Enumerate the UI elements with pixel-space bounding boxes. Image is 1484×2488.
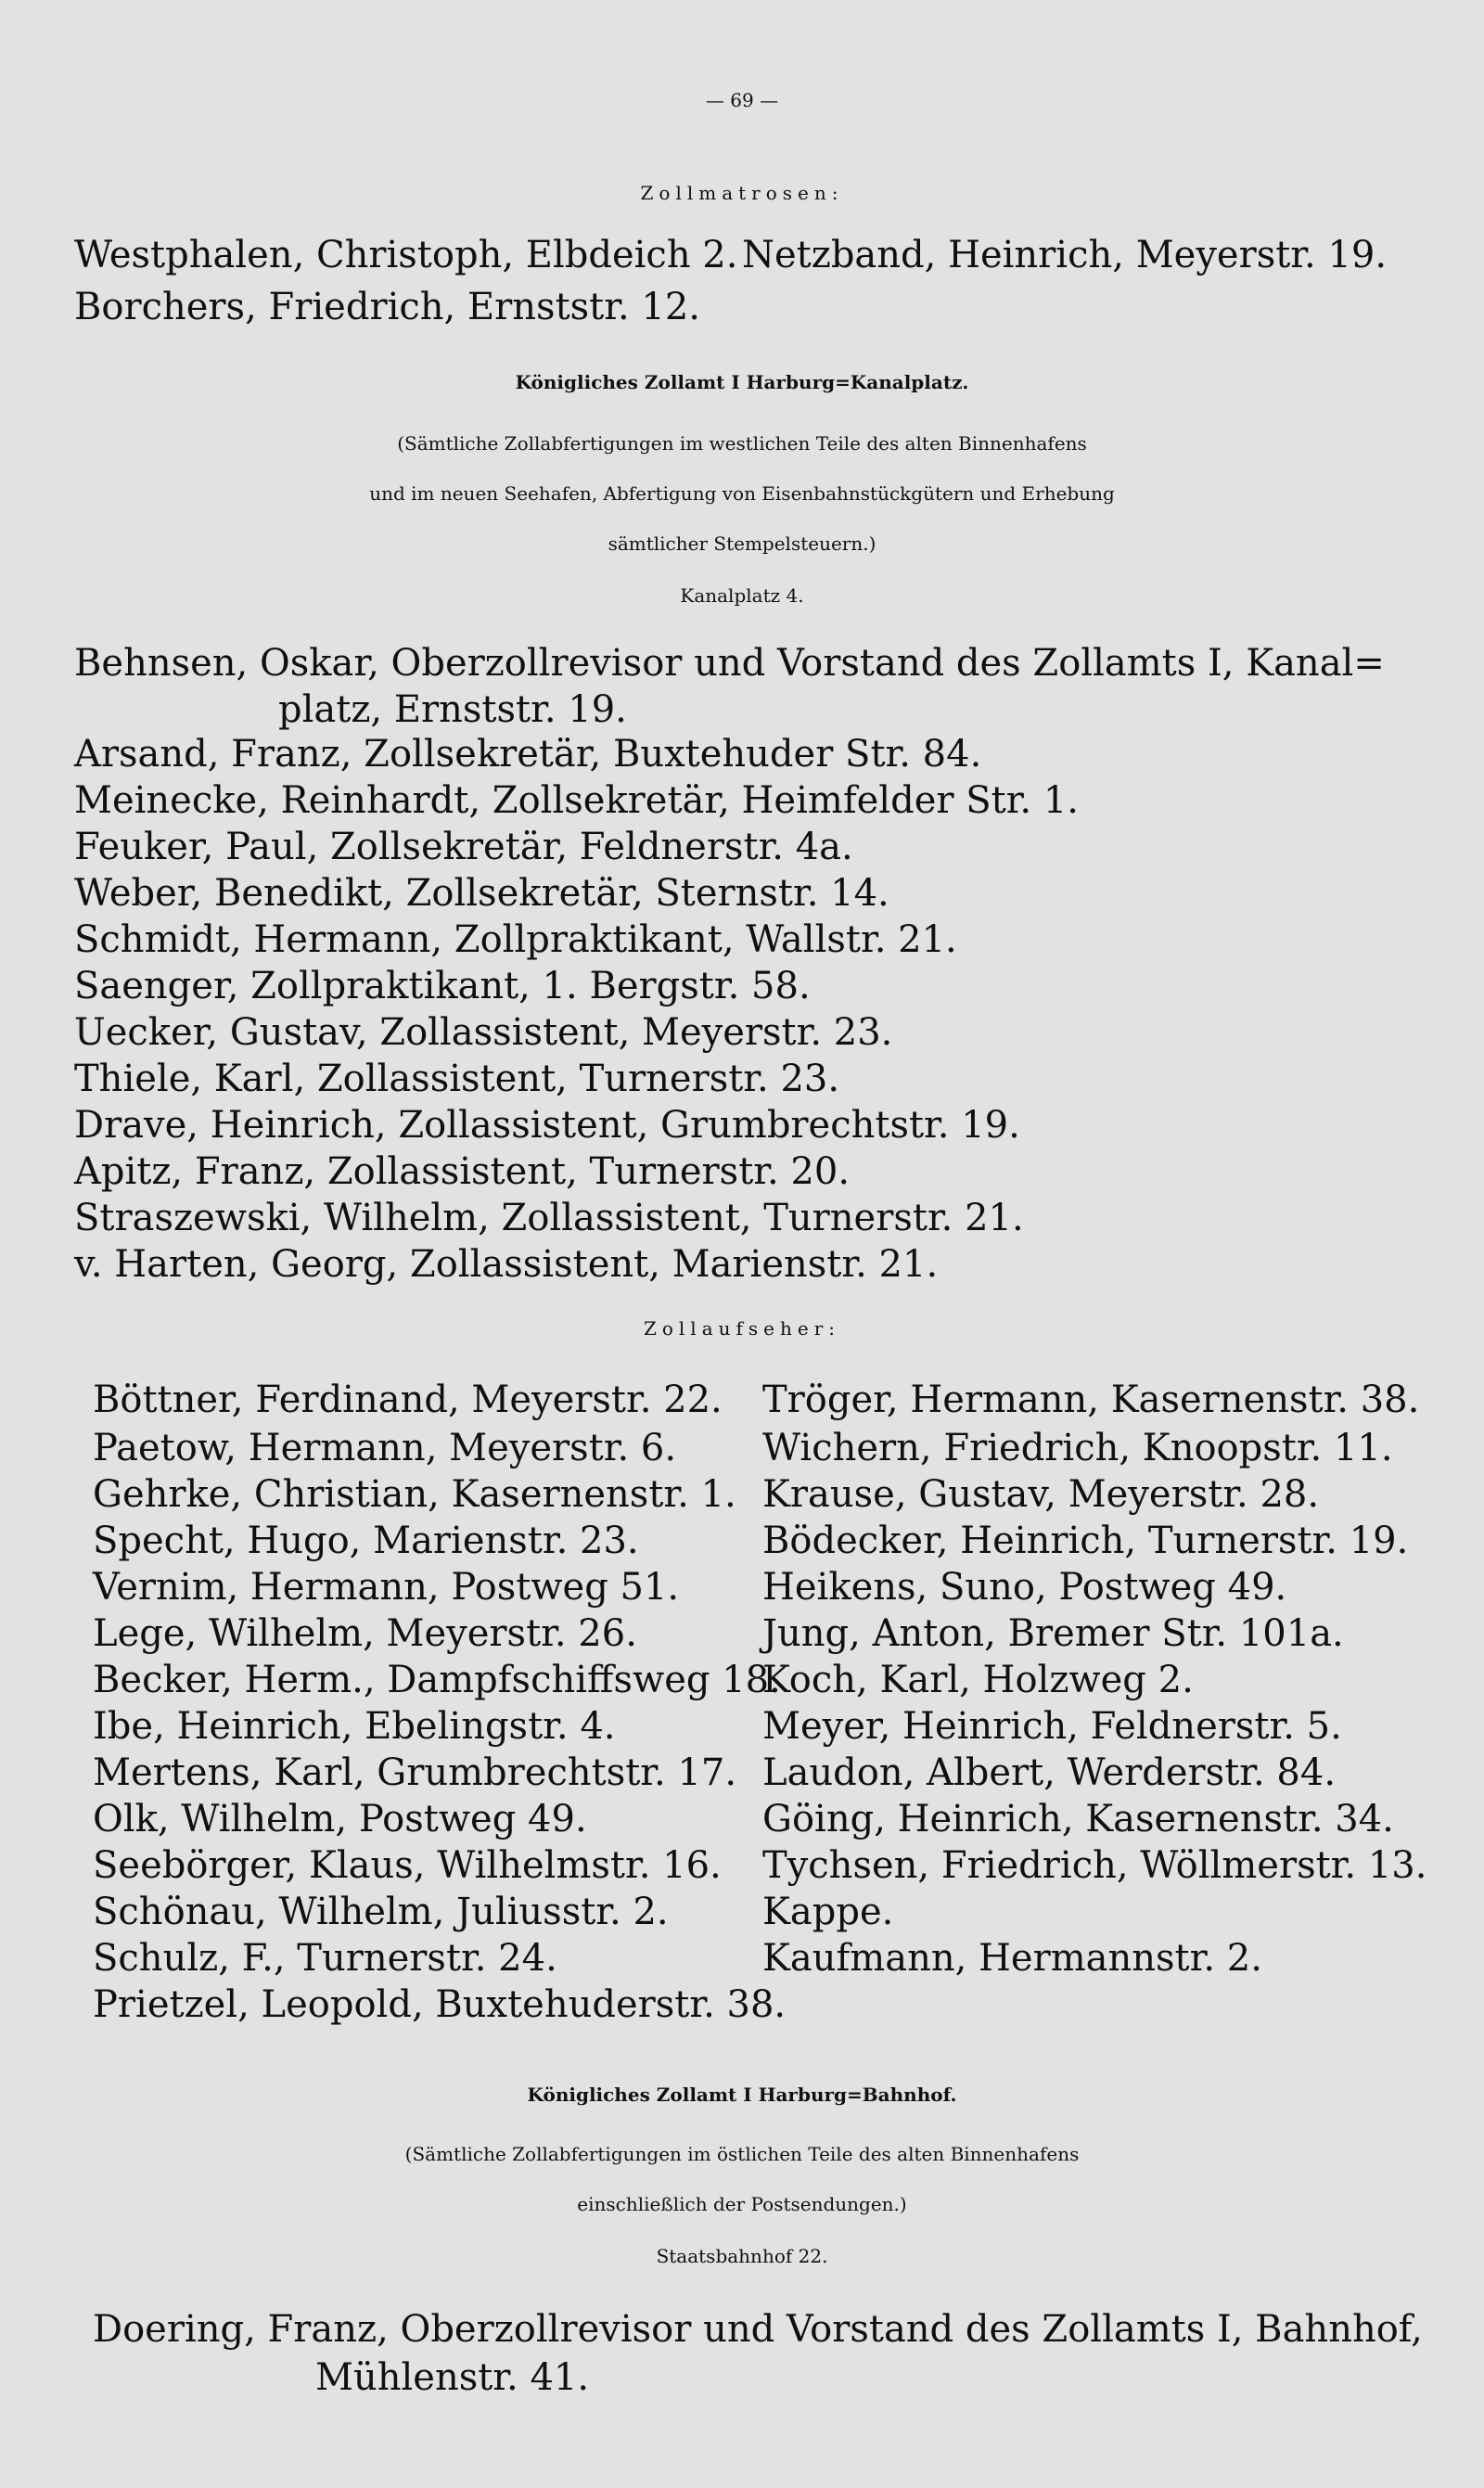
staff-entry: Straszewski, Wilhelm, Zollassistent, Turnerstr. 21. <box>74 1197 1024 1239</box>
office-location: Staatsbahnhof 22. <box>656 2245 828 2267</box>
staff-entry: v. Harten, Georg, Zollassistent, Marienstr. 21. <box>74 1243 939 1286</box>
staff-entry: Mühlenstr. 41. <box>315 2356 590 2399</box>
staff-entry: Meinecke, Reinhardt, Zollsekretär, Heimfelder Str. 1. <box>74 779 1080 822</box>
list-item: Tychsen, Friedrich, Wöllmerstr. 13. <box>762 1844 1427 1887</box>
staff-entry: Thiele, Karl, Zollassistent, Turnerstr. 23. <box>74 1058 840 1100</box>
staff-entry: Apitz, Franz, Zollassistent, Turnerstr. 20. <box>74 1150 851 1193</box>
office-description: und im neuen Seehafen, Abfertigung von Eisenbahnstückgütern und Erhebung <box>369 482 1115 505</box>
list-item: Krause, Gustav, Meyerstr. 28. <box>762 1473 1320 1516</box>
page-number: — 69 — <box>705 89 779 111</box>
list-item: Schulz, F., Turnerstr. 24. <box>93 1937 557 1980</box>
staff-entry: Weber, Benedikt, Zollsekretär, Sternstr. 14. <box>74 872 889 915</box>
list-item: Gehrke, Christian, Kasernenstr. 1. <box>93 1473 736 1516</box>
list-item: Bödecker, Heinrich, Turnerstr. 19. <box>762 1520 1409 1562</box>
list-item: Wichern, Friedrich, Knoopstr. 11. <box>762 1427 1393 1469</box>
list-item: Jung, Anton, Bremer Str. 101a. <box>762 1612 1344 1655</box>
staff-entry: Feuker, Paul, Zollsekretär, Feldnerstr. 4a. <box>74 826 853 868</box>
list-item: Mertens, Karl, Grumbrechtstr. 17. <box>93 1751 737 1794</box>
list-item: Vernim, Hermann, Postweg 51. <box>93 1566 680 1609</box>
section-heading-zollaufseher: Zollaufseher: <box>643 1317 841 1340</box>
list-item: Westphalen, Christoph, Elbdeich 2. <box>74 234 738 276</box>
section-heading-zollmatrosen: Zollmatrosen: <box>640 182 844 204</box>
staff-entry: Schmidt, Hermann, Zollpraktikant, Wallstr. 21. <box>74 918 957 961</box>
office-description: sämtlicher Stempelsteuern.) <box>608 532 876 555</box>
list-item: Tröger, Hermann, Kasernenstr. 38. <box>762 1379 1420 1421</box>
list-item: Meyer, Heinrich, Feldnerstr. 5. <box>762 1705 1342 1748</box>
list-item: Lege, Wilhelm, Meyerstr. 26. <box>93 1612 637 1655</box>
staff-entry: Saenger, Zollpraktikant, 1. Bergstr. 58. <box>74 965 811 1007</box>
list-item: Kappe. <box>762 1891 894 1933</box>
list-item: Schönau, Wilhelm, Juliusstr. 2. <box>93 1891 669 1933</box>
list-item: Laudon, Albert, Werderstr. 84. <box>762 1751 1337 1794</box>
list-item: Seebörger, Klaus, Wilhelmstr. 16. <box>93 1844 722 1887</box>
office-description: (Sämtliche Zollabfertigungen im westlichen Teile des alten Binnenhafens <box>397 432 1087 455</box>
list-item: Göing, Heinrich, Kasernenstr. 34. <box>762 1798 1394 1840</box>
list-item: Heikens, Suno, Postweg 49. <box>762 1566 1287 1609</box>
list-item: Kaufmann, Hermannstr. 2. <box>762 1937 1262 1980</box>
office-location: Kanalplatz 4. <box>680 584 804 607</box>
list-item: Koch, Karl, Holzweg 2. <box>762 1659 1194 1701</box>
list-item: Ibe, Heinrich, Ebelingstr. 4. <box>93 1705 616 1748</box>
office-title: Königliches Zollamt I Harburg=Bahnhof. <box>527 2084 957 2106</box>
staff-entry: Drave, Heinrich, Zollassistent, Grumbrechtstr. 19. <box>74 1104 1020 1147</box>
list-item: Borchers, Friedrich, Ernststr. 12. <box>74 286 701 328</box>
list-item: Paetow, Hermann, Meyerstr. 6. <box>93 1427 677 1469</box>
list-item: Böttner, Ferdinand, Meyerstr. 22. <box>93 1379 723 1421</box>
staff-entry: Doering, Franz, Oberzollrevisor und Vorstand des Zollamts I, Bahnhof, <box>93 2308 1423 2351</box>
staff-entry: Arsand, Franz, Zollsekretär, Buxtehuder Str. 84. <box>74 733 982 776</box>
office-description: (Sämtliche Zollabfertigungen im östlichen Teile des alten Binnenhafens <box>404 2143 1080 2165</box>
list-item: Becker, Herm., Dampfschiffsweg 18. <box>93 1659 781 1701</box>
list-item: Olk, Wilhelm, Postweg 49. <box>93 1798 587 1840</box>
staff-entry: Uecker, Gustav, Zollassistent, Meyerstr. 23. <box>74 1011 893 1054</box>
office-description: einschließlich der Postsendungen.) <box>577 2193 907 2215</box>
office-title: Königliches Zollamt I Harburg=Kanalplatz. <box>515 371 969 393</box>
list-item: Specht, Hugo, Marienstr. 23. <box>93 1520 639 1562</box>
staff-entry: platz, Ernststr. 19. <box>278 688 627 731</box>
list-item: Netzband, Heinrich, Meyerstr. 19. <box>742 234 1388 276</box>
staff-entry: Behnsen, Oskar, Oberzollrevisor und Vorstand des Zollamts I, Kanal= <box>74 642 1385 685</box>
list-item: Prietzel, Leopold, Buxtehuderstr. 38. <box>93 1983 787 2026</box>
